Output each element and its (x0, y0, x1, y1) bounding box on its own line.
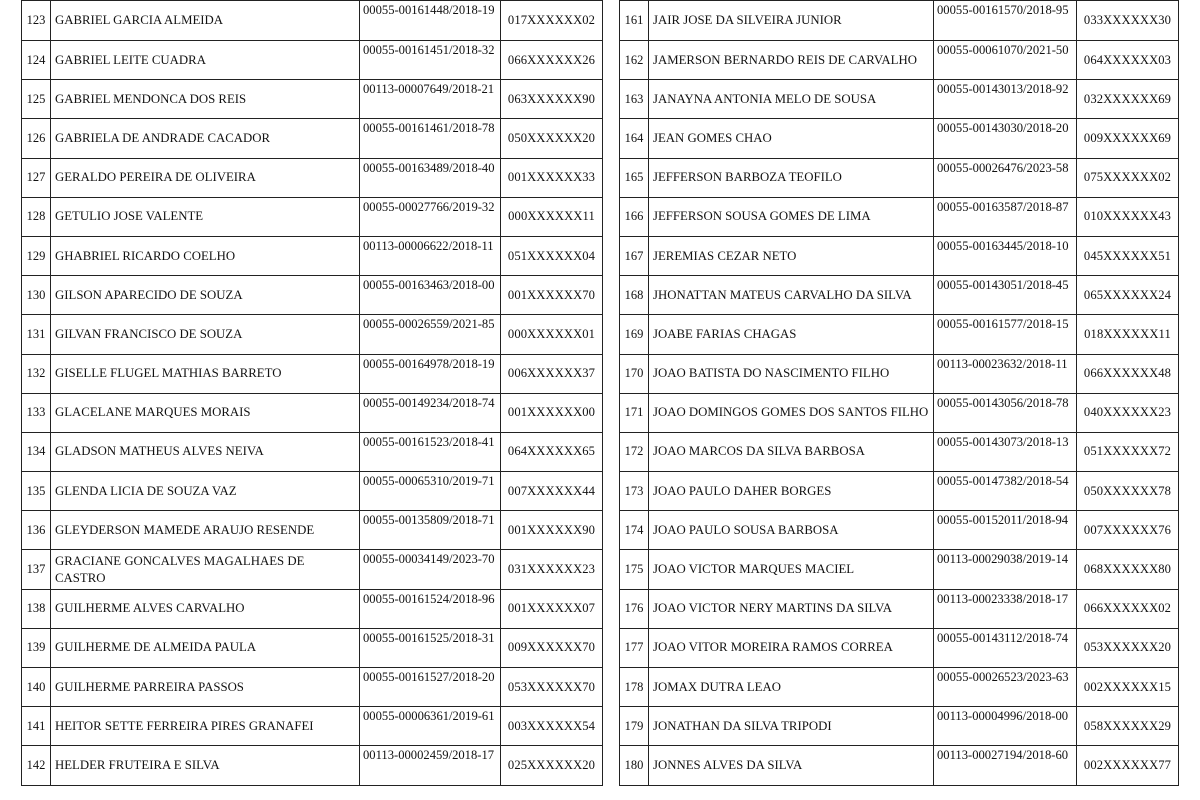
process-number: 00113-00029038/2019-14 (934, 550, 1077, 589)
masked-code: 009XXXXXX69 (1077, 119, 1179, 158)
person-name: HELDER FRUTEIRA E SILVA (51, 746, 360, 785)
person-name: GLACELANE MARQUES MORAIS (51, 393, 360, 432)
table-row (620, 315, 1179, 354)
person-name: GUILHERME ALVES CARVALHO (51, 589, 360, 628)
masked-code: 025XXXXXX20 (501, 746, 603, 785)
person-name: GILVAN FRANCISCO DE SOUZA (51, 315, 360, 354)
row-number: 141 (22, 707, 51, 746)
table-row (620, 119, 1179, 158)
table-row (620, 80, 1179, 119)
left-table (21, 0, 603, 786)
process-number: 00055-00161461/2018-78 (360, 119, 501, 158)
row-number: 176 (620, 589, 649, 628)
table-row (22, 393, 603, 432)
process-number: 00055-00026476/2023-58 (934, 158, 1077, 197)
row-number: 175 (620, 550, 649, 589)
row-number: 168 (620, 276, 649, 315)
masked-code: 064XXXXXX65 (501, 432, 603, 471)
person-name: GABRIELA DE ANDRADE CACADOR (51, 119, 360, 158)
process-number: 00055-00164978/2018-19 (360, 354, 501, 393)
masked-code: 001XXXXXX90 (501, 511, 603, 550)
masked-code: 066XXXXXX26 (501, 41, 603, 80)
row-number: 170 (620, 354, 649, 393)
row-number: 165 (620, 158, 649, 197)
process-number: 00055-00163445/2018-10 (934, 236, 1077, 275)
row-number: 123 (22, 1, 51, 41)
table-row (620, 472, 1179, 511)
table-row (22, 472, 603, 511)
process-number: 00113-00004996/2018-00 (934, 707, 1077, 746)
masked-code: 064XXXXXX03 (1077, 41, 1179, 80)
masked-code: 002XXXXXX15 (1077, 668, 1179, 707)
person-name: JOAO MARCOS DA SILVA BARBOSA (649, 432, 934, 471)
process-number: 00055-00034149/2023-70 (360, 550, 501, 589)
person-name: GERALDO PEREIRA DE OLIVEIRA (51, 158, 360, 197)
process-number: 00055-00163587/2018-87 (934, 197, 1077, 236)
masked-code: 002XXXXXX77 (1077, 746, 1179, 785)
table-row (22, 746, 603, 785)
process-number: 00055-00143112/2018-74 (934, 628, 1077, 667)
person-name: GABRIEL GARCIA ALMEIDA (51, 1, 360, 41)
person-name: JEREMIAS CEZAR NETO (649, 236, 934, 275)
table-row (620, 393, 1179, 432)
row-number: 128 (22, 197, 51, 236)
masked-code: 001XXXXXX07 (501, 589, 603, 628)
row-number: 139 (22, 628, 51, 667)
process-number: 00055-00143030/2018-20 (934, 119, 1077, 158)
masked-code: 018XXXXXX11 (1077, 315, 1179, 354)
row-number: 163 (620, 80, 649, 119)
row-number: 134 (22, 432, 51, 471)
table-row (620, 511, 1179, 550)
table-row (22, 197, 603, 236)
person-name: GLENDA LICIA DE SOUZA VAZ (51, 472, 360, 511)
row-number: 177 (620, 628, 649, 667)
masked-code: 031XXXXXX23 (501, 550, 603, 589)
process-number: 00055-00161525/2018-31 (360, 628, 501, 667)
person-name: GRACIANE GONCALVES MAGALHAES DE CASTRO (51, 550, 360, 589)
table-row (22, 315, 603, 354)
row-number: 138 (22, 589, 51, 628)
person-name: GISELLE FLUGEL MATHIAS BARRETO (51, 354, 360, 393)
person-name: JONNES ALVES DA SILVA (649, 746, 934, 785)
row-number: 162 (620, 41, 649, 80)
person-name: GETULIO JOSE VALENTE (51, 197, 360, 236)
person-name: JOABE FARIAS CHAGAS (649, 315, 934, 354)
masked-code: 009XXXXXX70 (501, 628, 603, 667)
row-number: 172 (620, 432, 649, 471)
person-name: JOAO DOMINGOS GOMES DOS SANTOS FILHO (649, 393, 934, 432)
masked-code: 000XXXXXX01 (501, 315, 603, 354)
person-name: JONATHAN DA SILVA TRIPODI (649, 707, 934, 746)
masked-code: 045XXXXXX51 (1077, 236, 1179, 275)
table-row (22, 628, 603, 667)
table-row (22, 1, 603, 41)
person-name: JEFFERSON SOUSA GOMES DE LIMA (649, 197, 934, 236)
masked-code: 068XXXXXX80 (1077, 550, 1179, 589)
table-row (620, 668, 1179, 707)
table-row (620, 707, 1179, 746)
person-name: JEAN GOMES CHAO (649, 119, 934, 158)
masked-code: 066XXXXXX02 (1077, 589, 1179, 628)
table-row (22, 550, 603, 589)
process-number: 00055-00026523/2023-63 (934, 668, 1077, 707)
process-number: 00055-00152011/2018-94 (934, 511, 1077, 550)
process-number: 00055-00161527/2018-20 (360, 668, 501, 707)
process-number: 00055-00143073/2018-13 (934, 432, 1077, 471)
masked-code: 001XXXXXX70 (501, 276, 603, 315)
row-number: 171 (620, 393, 649, 432)
process-number: 00055-00149234/2018-74 (360, 393, 501, 432)
person-name: JOAO PAULO DAHER BORGES (649, 472, 934, 511)
table-row (620, 276, 1179, 315)
masked-code: 051XXXXXX72 (1077, 432, 1179, 471)
table-row (620, 1, 1179, 41)
person-name: JHONATTAN MATEUS CARVALHO DA SILVA (649, 276, 934, 315)
table-row (22, 432, 603, 471)
row-number: 164 (620, 119, 649, 158)
table-row (22, 158, 603, 197)
person-name: GILSON APARECIDO DE SOUZA (51, 276, 360, 315)
row-number: 136 (22, 511, 51, 550)
process-number: 00113-00002459/2018-17 (360, 746, 501, 785)
table-row (620, 236, 1179, 275)
row-number: 129 (22, 236, 51, 275)
masked-code: 007XXXXXX76 (1077, 511, 1179, 550)
masked-code: 051XXXXXX04 (501, 236, 603, 275)
masked-code: 063XXXXXX90 (501, 80, 603, 119)
row-number: 137 (22, 550, 51, 589)
table-row (22, 41, 603, 80)
process-number: 00113-00007649/2018-21 (360, 80, 501, 119)
process-number: 00055-00143051/2018-45 (934, 276, 1077, 315)
table-row (620, 589, 1179, 628)
table-row (22, 236, 603, 275)
person-name: JAIR JOSE DA SILVEIRA JUNIOR (649, 1, 934, 41)
process-number: 00055-00161577/2018-15 (934, 315, 1077, 354)
table-row (620, 432, 1179, 471)
row-number: 142 (22, 746, 51, 785)
row-number: 178 (620, 668, 649, 707)
masked-code: 075XXXXXX02 (1077, 158, 1179, 197)
row-number: 174 (620, 511, 649, 550)
person-name: GUILHERME PARREIRA PASSOS (51, 668, 360, 707)
row-number: 167 (620, 236, 649, 275)
row-number: 169 (620, 315, 649, 354)
process-number: 00055-00161570/2018-95 (934, 1, 1077, 41)
row-number: 166 (620, 197, 649, 236)
right-table (619, 0, 1179, 786)
row-number: 180 (620, 746, 649, 785)
row-number: 133 (22, 393, 51, 432)
process-number: 00055-00161448/2018-19 (360, 1, 501, 41)
masked-code: 032XXXXXX69 (1077, 80, 1179, 119)
row-number: 140 (22, 668, 51, 707)
row-number: 127 (22, 158, 51, 197)
person-name: HEITOR SETTE FERREIRA PIRES GRANAFEI (51, 707, 360, 746)
masked-code: 066XXXXXX48 (1077, 354, 1179, 393)
masked-code: 040XXXXXX23 (1077, 393, 1179, 432)
person-name: GUILHERME DE ALMEIDA PAULA (51, 628, 360, 667)
table-row (620, 41, 1179, 80)
masked-code: 001XXXXXX33 (501, 158, 603, 197)
person-name: JOAO VICTOR NERY MARTINS DA SILVA (649, 589, 934, 628)
table-row (620, 158, 1179, 197)
process-number: 00055-00147382/2018-54 (934, 472, 1077, 511)
process-number: 00055-00065310/2019-71 (360, 472, 501, 511)
table-row (22, 276, 603, 315)
table-row (22, 354, 603, 393)
person-name: JOAO VICTOR MARQUES MACIEL (649, 550, 934, 589)
table-row (22, 119, 603, 158)
row-number: 126 (22, 119, 51, 158)
process-number: 00055-00027766/2019-32 (360, 197, 501, 236)
masked-code: 033XXXXXX30 (1077, 1, 1179, 41)
masked-code: 003XXXXXX54 (501, 707, 603, 746)
table-row (22, 511, 603, 550)
process-number: 00113-00027194/2018-60 (934, 746, 1077, 785)
process-number: 00055-00163489/2018-40 (360, 158, 501, 197)
masked-code: 000XXXXXX11 (501, 197, 603, 236)
table-row (22, 80, 603, 119)
row-number: 161 (620, 1, 649, 41)
process-number: 00055-00143013/2018-92 (934, 80, 1077, 119)
person-name: GABRIEL LEITE CUADRA (51, 41, 360, 80)
person-name: GABRIEL MENDONCA DOS REIS (51, 80, 360, 119)
process-number: 00055-00135809/2018-71 (360, 511, 501, 550)
process-number: 00055-00161451/2018-32 (360, 41, 501, 80)
row-number: 173 (620, 472, 649, 511)
masked-code: 006XXXXXX37 (501, 354, 603, 393)
process-number: 00113-00006622/2018-11 (360, 236, 501, 275)
table-row (620, 550, 1179, 589)
masked-code: 058XXXXXX29 (1077, 707, 1179, 746)
row-number: 132 (22, 354, 51, 393)
masked-code: 010XXXXXX43 (1077, 197, 1179, 236)
masked-code: 050XXXXXX78 (1077, 472, 1179, 511)
masked-code: 050XXXXXX20 (501, 119, 603, 158)
process-number: 00113-00023338/2018-17 (934, 589, 1077, 628)
masked-code: 001XXXXXX00 (501, 393, 603, 432)
table-row (620, 628, 1179, 667)
process-number: 00055-00163463/2018-00 (360, 276, 501, 315)
table-row (620, 746, 1179, 785)
person-name: JANAYNA ANTONIA MELO DE SOUSA (649, 80, 934, 119)
masked-code: 007XXXXXX44 (501, 472, 603, 511)
masked-code: 065XXXXXX24 (1077, 276, 1179, 315)
row-number: 125 (22, 80, 51, 119)
masked-code: 053XXXXXX20 (1077, 628, 1179, 667)
process-number: 00055-00161524/2018-96 (360, 589, 501, 628)
row-number: 131 (22, 315, 51, 354)
person-name: JOAO PAULO SOUSA BARBOSA (649, 511, 934, 550)
row-number: 179 (620, 707, 649, 746)
person-name: JAMERSON BERNARDO REIS DE CARVALHO (649, 41, 934, 80)
table-row (22, 668, 603, 707)
process-number: 00055-00006361/2019-61 (360, 707, 501, 746)
row-number: 124 (22, 41, 51, 80)
person-name: JEFFERSON BARBOZA TEOFILO (649, 158, 934, 197)
person-name: GHABRIEL RICARDO COELHO (51, 236, 360, 275)
process-number: 00113-00023632/2018-11 (934, 354, 1077, 393)
table-row (22, 589, 603, 628)
row-number: 135 (22, 472, 51, 511)
table-row (620, 197, 1179, 236)
table-row (620, 354, 1179, 393)
process-number: 00055-00161523/2018-41 (360, 432, 501, 471)
masked-code: 053XXXXXX70 (501, 668, 603, 707)
masked-code: 017XXXXXX02 (501, 1, 603, 41)
process-number: 00055-00143056/2018-78 (934, 393, 1077, 432)
person-name: JOMAX DUTRA LEAO (649, 668, 934, 707)
row-number: 130 (22, 276, 51, 315)
person-name: JOAO BATISTA DO NASCIMENTO FILHO (649, 354, 934, 393)
process-number: 00055-00061070/2021-50 (934, 41, 1077, 80)
person-name: GLEYDERSON MAMEDE ARAUJO RESENDE (51, 511, 360, 550)
process-number: 00055-00026559/2021-85 (360, 315, 501, 354)
person-name: JOAO VITOR MOREIRA RAMOS CORREA (649, 628, 934, 667)
table-row (22, 707, 603, 746)
person-name: GLADSON MATHEUS ALVES NEIVA (51, 432, 360, 471)
